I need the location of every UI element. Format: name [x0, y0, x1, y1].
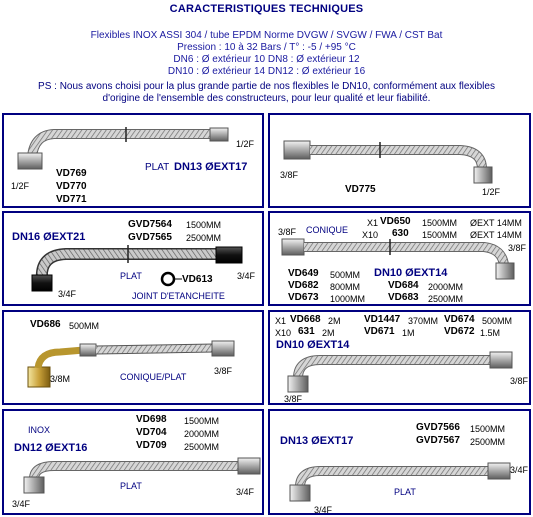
product-code: VD771: [56, 194, 87, 205]
dn-label: DN10 ØEXT14: [276, 339, 350, 351]
panel-vd769: [2, 113, 264, 208]
fitting-label-right: 3/8F: [214, 366, 233, 376]
spec-line-dn10-dn12: DN10 : Ø extérieur 14 DN12 : Ø extérieur 16: [167, 66, 366, 77]
dn-label: DN12 ØEXT16: [14, 442, 88, 454]
dn-label: DN13 ØEXT17: [280, 435, 354, 447]
product-code: VD709: [136, 440, 167, 451]
product-code: VD650: [380, 216, 411, 227]
product-code: VD770: [56, 181, 87, 192]
product-code: GVD7567: [416, 435, 460, 446]
fitting-label-left: 3/8F: [284, 394, 303, 404]
product-code: VD686: [30, 319, 61, 330]
product-length: 1500MM: [470, 424, 506, 434]
product-length: 370MM: [408, 316, 439, 326]
product-length: 2500MM: [470, 437, 506, 447]
product-code: GVD7565: [128, 232, 172, 243]
ps-note-line-1: PS : Nous avons choisi pour la plus grande partie de nos flexibles le DN10, conformément aux flexibles: [38, 81, 495, 92]
product-code: VD672: [444, 326, 475, 337]
product-code: GVD7566: [416, 422, 460, 433]
product-length: 1.5M: [480, 328, 501, 338]
product-length: 2500MM: [184, 442, 220, 452]
inox-label: INOX: [28, 425, 51, 435]
conique-label: CONIQUE: [306, 225, 349, 235]
quantity: X1: [367, 218, 379, 228]
joint-label: JOINT D'ETANCHEITE: [132, 291, 225, 301]
plat-label: PLAT: [120, 271, 142, 281]
ps-note-line-2: d'origine de l'ensemble des constructeurs, pour leur qualité et leur fiabilité.: [102, 93, 431, 104]
product-length: 1000MM: [330, 294, 366, 304]
product-length: 500MM: [69, 321, 100, 331]
product-code: GVD7564: [128, 219, 172, 230]
panel-dn13: [268, 409, 531, 515]
product-length: 1500MM: [422, 230, 458, 240]
plat-label: PLAT: [120, 481, 142, 491]
product-length: 1M: [402, 328, 415, 338]
spec-line-material: Flexibles INOX ASSI 304 / tube EPDM Norme DVGW / SVGW / FWA / CST Bat: [90, 30, 443, 41]
fitting-label-left: 3/8F: [280, 170, 299, 180]
fitting-label-right: 3/4F: [237, 271, 256, 281]
product-length: 2500MM: [186, 233, 222, 243]
panel-dn16: [2, 211, 264, 306]
product-code: VD649: [288, 268, 319, 279]
joint-code: VD613: [182, 274, 213, 285]
fitting-label-left: 3/8M: [50, 374, 71, 384]
fitting-label-left: 1/2F: [11, 181, 30, 191]
product-code: VD673: [288, 292, 319, 303]
product-code: VD668: [290, 314, 321, 325]
product-code: VD704: [136, 427, 167, 438]
product-length: 1500MM: [422, 218, 458, 228]
fitting-label-right: 3/8F: [510, 376, 529, 386]
dn-label: DN13 ØEXT17: [174, 161, 248, 173]
product-code: VD683: [388, 292, 419, 303]
product-length: 1500MM: [186, 220, 222, 230]
product-code: 631: [298, 326, 315, 337]
plat-label: PLAT: [394, 487, 416, 497]
product-diameter: ØEXT 14MM: [470, 218, 522, 228]
conique-plat-label: CONIQUE/PLAT: [120, 372, 187, 382]
spec-line-pressure: Pression : 10 à 32 Bars / T° : -5 / +95 °C: [177, 42, 356, 53]
product-length: 500MM: [330, 270, 361, 280]
spec-line-dn6-dn8: DN6 : Ø extérieur 10 DN8 : Ø extérieur 12: [173, 54, 360, 65]
dn-label: DN10 ØEXT14: [374, 267, 448, 279]
product-length: 2M: [328, 316, 341, 326]
product-code: VD775: [345, 184, 376, 195]
product-length: 800MM: [330, 282, 361, 292]
panel-dn10-conique: [268, 211, 531, 306]
fitting-label-right: 3/8F: [508, 243, 527, 253]
product-code: VD769: [56, 168, 87, 179]
product-code: VD682: [288, 280, 319, 291]
page-title: CARACTERISTIQUES TECHNIQUES: [169, 3, 364, 15]
product-length: 2000MM: [428, 282, 464, 292]
fitting-label-left: 3/8F: [278, 227, 297, 237]
plat-label: PLAT: [145, 162, 170, 173]
quantity: X1: [275, 316, 287, 326]
product-code: VD671: [364, 326, 395, 337]
product-diameter: ØEXT 14MM: [470, 230, 522, 240]
product-length: 2500MM: [428, 294, 464, 304]
panel-vd686: [2, 310, 264, 405]
product-length: 500MM: [482, 316, 513, 326]
product-length: 1500MM: [184, 416, 220, 426]
fitting-label-right: 3/4F: [510, 465, 529, 475]
product-length: 2M: [322, 328, 335, 338]
fitting-label-right: 3/4F: [236, 487, 255, 497]
product-code: 630: [392, 228, 409, 239]
quantity: X10: [275, 328, 292, 338]
panel-dn12: [2, 409, 264, 515]
dn-label: DN16 ØEXT21: [12, 231, 86, 243]
fitting-label-right: 1/2F: [236, 139, 255, 149]
quantity: X10: [362, 230, 379, 240]
panel-dn10-plat: [268, 310, 531, 405]
product-code: VD684: [388, 280, 419, 291]
fitting-label-right: 1/2F: [482, 187, 501, 197]
product-code: VD698: [136, 414, 167, 425]
fitting-label-left: 3/4F: [58, 289, 77, 299]
fitting-label-left: 3/4F: [12, 499, 31, 509]
fitting-label-left: 3/4F: [314, 505, 333, 515]
panel-vd775: [268, 113, 531, 208]
product-code: VD674: [444, 314, 475, 325]
product-code: VD1447: [364, 314, 401, 325]
product-length: 2000MM: [184, 429, 220, 439]
